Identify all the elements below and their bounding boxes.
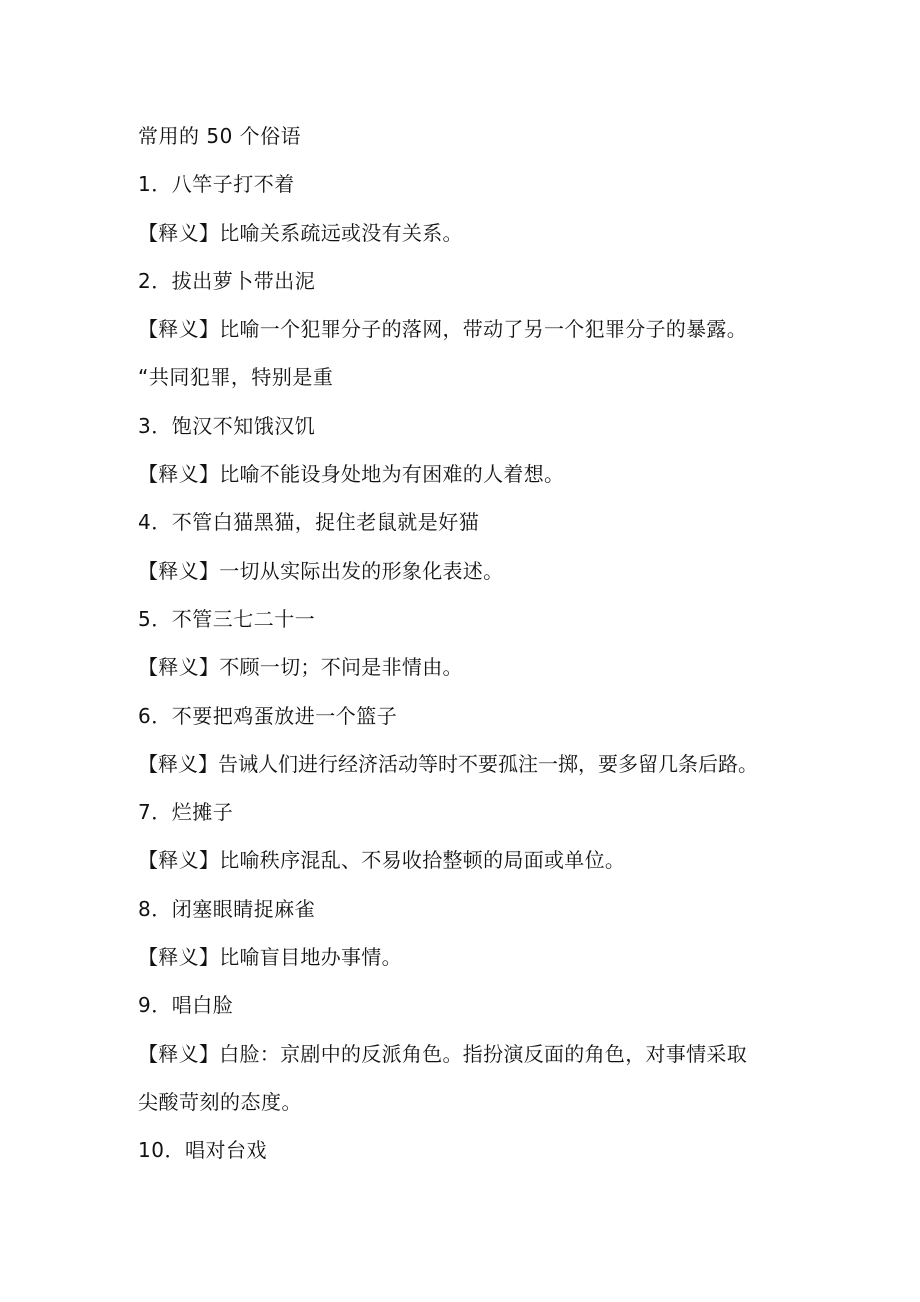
proverb-heading-3: 3．饱汉不知饿汉饥 [138, 413, 316, 438]
proverb-meaning-9-continued: 尖酸苛刻的态度。 [138, 1089, 302, 1114]
proverb-heading-2: 2．拔出萝卜带出泥 [138, 268, 316, 293]
proverb-meaning-6: 【释义】告诫人们进行经济活动等时不要孤注一掷，要多留几条后路。 [138, 751, 758, 776]
proverb-heading-9: 9．唱白脸 [138, 993, 234, 1018]
proverb-meaning-9: 【释义】白脸：京剧中的反派角色。指扮演反面的角色，对事情采取 [138, 1041, 747, 1066]
document-title: 常用的 50 个俗语 [138, 124, 302, 148]
proverb-meaning-7: 【释义】比喻秩序混乱、不易收拾整顿的局面或单位。 [138, 848, 626, 873]
proverb-heading-7: 7．烂摊子 [138, 800, 234, 825]
proverb-heading-10: 10．唱对台戏 [138, 1138, 267, 1163]
proverb-heading-4: 4．不管白猫黑猫，捉住老鼠就是好猫 [138, 510, 480, 535]
proverb-heading-1: 1．八竿子打不着 [138, 172, 295, 197]
proverb-heading-5: 5．不管三七二十一 [138, 606, 316, 631]
proverb-heading-8: 8．闭塞眼睛捉麻雀 [138, 896, 316, 921]
proverb-meaning-4: 【释义】一切从实际出发的形象化表述。 [138, 558, 504, 583]
proverb-meaning-2-continued: “共同犯罪，特别是重 [138, 365, 334, 390]
proverb-meaning-5: 【释义】不顾一切；不问是非情由。 [138, 655, 463, 680]
proverb-meaning-3: 【释义】比喻不能设身处地为有困难的人着想。 [138, 462, 565, 487]
proverb-meaning-8: 【释义】比喻盲目地办事情。 [138, 945, 402, 970]
proverb-meaning-1: 【释义】比喻关系疏远或没有关系。 [138, 220, 463, 245]
proverb-heading-6: 6．不要把鸡蛋放进一个篮子 [138, 703, 398, 728]
document-body [138, 112, 838, 1175]
proverb-meaning-2: 【释义】比喻一个犯罪分子的落网，带动了另一个犯罪分子的暴露。 [138, 317, 747, 342]
